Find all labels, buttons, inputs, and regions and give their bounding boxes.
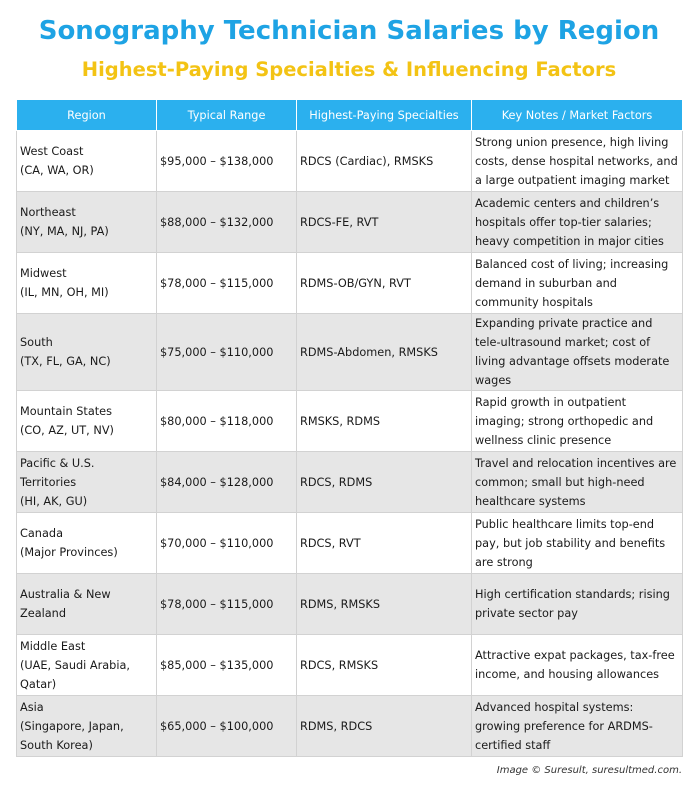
region-name: Middle East	[20, 639, 86, 653]
region-detail: (IL, MN, OH, MI)	[20, 286, 109, 299]
notes-cell: Advanced hospital systems: growing preference for ARDMS-certified staff	[472, 696, 683, 757]
notes-cell: High certification standards; rising private sector pay	[472, 574, 683, 635]
notes-cell: Travel and relocation incentives are common; small but high-need healthcare systems	[472, 452, 683, 513]
notes-cell: Attractive expat packages, tax-free income, and housing allowances	[472, 635, 683, 696]
region-detail: (Major Provinces)	[20, 546, 118, 559]
region-cell	[17, 513, 157, 574]
region-name: Australia & New Zealand	[20, 588, 111, 620]
region-name: Northeast	[20, 206, 76, 219]
region-detail: (HI, AK, GU)	[20, 494, 88, 508]
region-name: Mountain States	[20, 405, 113, 418]
notes-cell: Expanding private practice and tele-ultrasound market; cost of living advantage offsets moderate wages	[472, 314, 683, 391]
page-title: Sonography Technician Salaries by Region	[38, 16, 660, 46]
region-detail: (Singapore, Japan, South Korea)	[20, 719, 124, 752]
region-cell	[17, 574, 157, 635]
image-credit: Image © Suresult, suresultmed.com.	[496, 765, 682, 776]
salary-range-cell: $80,000 – $118,000	[157, 391, 297, 452]
specialties-cell: RDMS-Abdomen, RMSKS	[297, 314, 472, 391]
notes-cell: Strong union presence, high living costs, dense hospital networks, and a large outpatient imaging market	[472, 131, 683, 192]
notes-cell: Public healthcare limits top-end pay, but job stability and benefits are strong	[472, 513, 683, 574]
region-name: Pacific & U.S. Territories	[20, 456, 95, 489]
region-cell	[17, 696, 157, 757]
table-row	[17, 452, 683, 513]
salary-range-cell: $85,000 – $135,000	[157, 635, 297, 696]
region-cell	[17, 253, 157, 314]
region-cell	[17, 192, 157, 253]
salary-range-cell: $88,000 – $132,000	[157, 192, 297, 253]
region-name: South	[20, 336, 53, 349]
specialties-cell: RDCS, RDMS	[297, 452, 472, 513]
column-header-specialties: Highest-Paying Specialties	[297, 100, 472, 131]
column-header-typical-range: Typical Range	[157, 100, 297, 131]
table-body	[17, 131, 683, 757]
region-detail: (NY, MA, NJ, PA)	[20, 225, 109, 238]
region-detail: (TX, FL, GA, NC)	[20, 355, 111, 368]
notes-cell: Academic centers and children’s hospitals offer top-tier salaries; heavy competition in major cities	[472, 192, 683, 253]
salary-range-cell: $65,000 – $100,000	[157, 696, 297, 757]
table-row	[17, 314, 683, 391]
table-row	[17, 574, 683, 635]
region-name: Canada	[20, 527, 63, 540]
column-header-region: Region	[17, 100, 157, 131]
specialties-cell: RMSKS, RDMS	[297, 391, 472, 452]
region-detail: (CA, WA, OR)	[20, 164, 94, 177]
region-cell	[17, 314, 157, 391]
page-subtitle: Highest-Paying Specialties & Influencing Factors	[81, 58, 617, 81]
region-cell	[17, 452, 157, 513]
specialties-cell: RDMS, RMSKS	[297, 574, 472, 635]
specialties-cell: RDCS, RMSKS	[297, 635, 472, 696]
table-header	[17, 100, 683, 131]
table-row	[17, 696, 683, 757]
specialties-cell: RDMS-OB/GYN, RVT	[297, 253, 472, 314]
table-row	[17, 391, 683, 452]
region-cell	[17, 635, 157, 696]
region-name: West Coast	[20, 145, 84, 158]
specialties-cell: RDMS, RDCS	[297, 696, 472, 757]
region-cell	[17, 391, 157, 452]
salary-range-cell: $78,000 – $115,000	[157, 253, 297, 314]
region-name: Midwest	[20, 267, 67, 280]
column-header-notes: Key Notes / Market Factors	[472, 100, 683, 131]
salary-range-cell: $78,000 – $115,000	[157, 574, 297, 635]
notes-cell: Rapid growth in outpatient imaging; strong orthopedic and wellness clinic presence	[472, 391, 683, 452]
salary-range-cell: $70,000 – $110,000	[157, 513, 297, 574]
salary-table	[16, 99, 683, 757]
specialties-cell: RDCS-FE, RVT	[297, 192, 472, 253]
table-row	[17, 513, 683, 574]
table-row	[17, 253, 683, 314]
specialties-cell: RDCS (Cardiac), RMSKS	[297, 131, 472, 192]
header-row	[17, 100, 683, 131]
specialties-cell: RDCS, RVT	[297, 513, 472, 574]
table-row	[17, 192, 683, 253]
region-name: Asia	[20, 700, 44, 714]
region-cell	[17, 131, 157, 192]
salary-range-cell: $84,000 – $128,000	[157, 452, 297, 513]
salary-range-cell: $75,000 – $110,000	[157, 314, 297, 391]
salary-range-cell: $95,000 – $138,000	[157, 131, 297, 192]
notes-cell: Balanced cost of living; increasing demand in suburban and community hospitals	[472, 253, 683, 314]
table-row	[17, 635, 683, 696]
region-detail: (CO, AZ, UT, NV)	[20, 424, 114, 437]
table-row	[17, 131, 683, 192]
region-detail: (UAE, Saudi Arabia, Qatar)	[20, 658, 130, 691]
